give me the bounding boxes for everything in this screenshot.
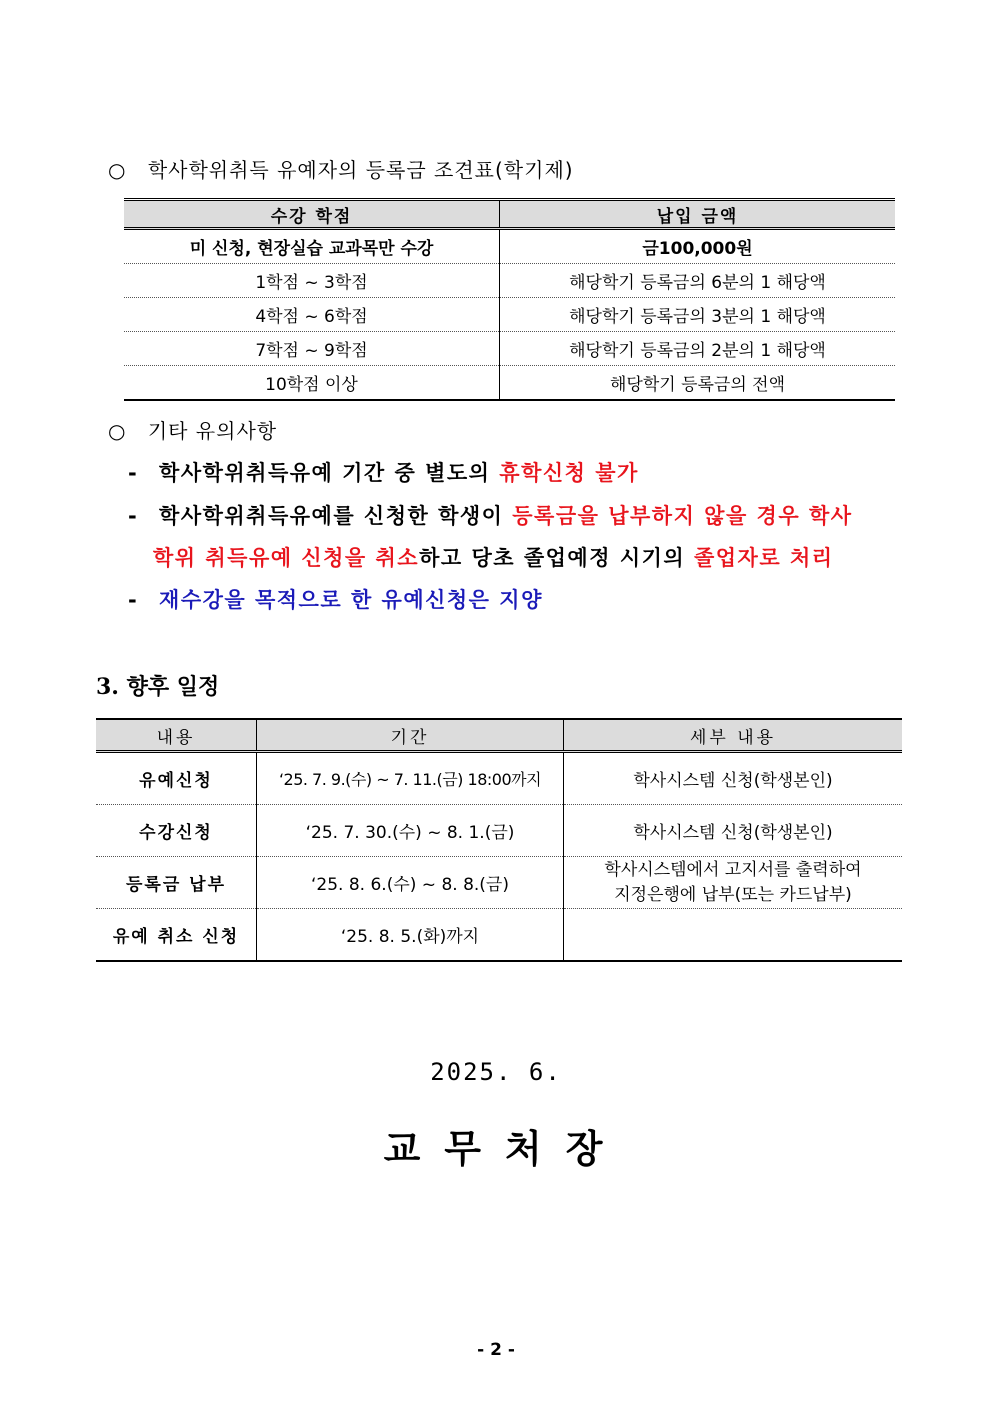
tuition-section-heading (108, 154, 574, 183)
schedule-item-cell: 유예 취소 신청 (96, 909, 257, 962)
notes-section-title: 기타 유의사항 (147, 419, 278, 443)
note-3-text: 재수강을 목적으로 한 유예신청은 지양 (159, 588, 543, 612)
schedule-detail-line-1: 학사시스템에서 고지서를 출력하여 (604, 859, 862, 880)
schedule-period-cell: ‘25. 8. 6.(수) ~ 8. 8.(금) (257, 857, 564, 909)
tuition-amount-cell: 금100,000원 (500, 229, 896, 264)
schedule-detail-cell: 학사시스템 신청(학생본인) (564, 805, 903, 857)
schedule-detail-cell (564, 857, 903, 909)
tuition-amount-cell: 해당학기 등록금의 3분의 1 해당액 (500, 298, 896, 332)
note-item-3 (128, 584, 543, 614)
dash-bullet: - (128, 588, 139, 612)
dash-bullet: - (128, 461, 139, 485)
note-2-emphasis-end: 졸업자로 처리 (693, 546, 834, 570)
dash-bullet: - (128, 504, 139, 528)
schedule-period-cell: ‘25. 7. 30.(수) ~ 8. 1.(금) (257, 805, 564, 857)
schedule-period-cell: ‘25. 7. 9.(수) ~ 7. 11.(금) 18:00까지 (257, 752, 564, 805)
document-date: 2025. 6. (430, 1058, 562, 1086)
schedule-header-detail: 세부 내용 (564, 719, 903, 752)
tuition-credits-cell: 1학점 ~ 3학점 (124, 264, 500, 298)
tuition-credits-cell: 10학점 이상 (124, 366, 500, 401)
table-row (124, 332, 895, 366)
schedule-period-cell: ‘25. 8. 5.(화)까지 (257, 909, 564, 962)
note-2-text: 학사학위취득유예를 신청한 학생이 (159, 504, 513, 528)
schedule-section-title: 3. 향후 일정 (96, 674, 220, 700)
schedule-item-cell: 등록금 납부 (96, 857, 257, 909)
table-row (96, 857, 902, 909)
schedule-header-period: 기간 (257, 719, 564, 752)
note-1-text: 학사학위취득유예 기간 중 별도의 (159, 461, 500, 485)
tuition-amount-cell: 해당학기 등록금의 2분의 1 해당액 (500, 332, 896, 366)
schedule-detail-cell (564, 909, 903, 962)
table-row (96, 805, 902, 857)
note-item-1 (128, 457, 639, 487)
tuition-header-amount: 납입 금액 (500, 200, 896, 229)
tuition-credits-cell: 미 신청, 현장실습 교과목만 수강 (124, 229, 500, 264)
note-2-emphasis: 등록금을 납부하지 않을 경우 학사 (512, 504, 853, 528)
schedule-header-item: 내용 (96, 719, 257, 752)
page-number: - 2 - (477, 1340, 515, 1360)
circle-bullet-icon: ○ (108, 158, 127, 182)
tuition-section-title: 학사학위취득 유예자의 등록금 조견표(학기제) (147, 158, 574, 182)
table-row (124, 366, 895, 401)
circle-bullet-icon: ○ (108, 419, 127, 443)
tuition-amount-cell: 해당학기 등록금의 전액 (500, 366, 896, 401)
note-item-2 (128, 500, 853, 530)
table-row (124, 264, 895, 298)
note-2-emphasis-cont: 학위 취득유예 신청을 취소 (153, 546, 420, 570)
schedule-item-cell: 유예신청 (96, 752, 257, 805)
note-1-emphasis: 휴학신청 불가 (499, 461, 639, 485)
schedule-detail-line-2: 지정은행에 납부(또는 카드납부) (614, 884, 852, 905)
tuition-credits-cell: 7학점 ~ 9학점 (124, 332, 500, 366)
schedule-table (96, 718, 902, 962)
note-2-text-cont: 하고 당초 졸업예정 시기의 (419, 546, 694, 570)
table-row (124, 298, 895, 332)
schedule-detail-cell: 학사시스템 신청(학생본인) (564, 752, 903, 805)
schedule-item-cell: 수강신청 (96, 805, 257, 857)
tuition-credits-cell: 4학점 ~ 6학점 (124, 298, 500, 332)
notes-section-heading (108, 415, 277, 444)
tuition-table (124, 198, 895, 401)
table-row (96, 909, 902, 962)
note-item-2-cont (153, 542, 834, 572)
issuing-office: 교무처장 (383, 1126, 627, 1171)
table-row (124, 229, 895, 264)
table-row (96, 752, 902, 805)
tuition-header-credits: 수강 학점 (124, 200, 500, 229)
tuition-amount-cell: 해당학기 등록금의 6분의 1 해당액 (500, 264, 896, 298)
